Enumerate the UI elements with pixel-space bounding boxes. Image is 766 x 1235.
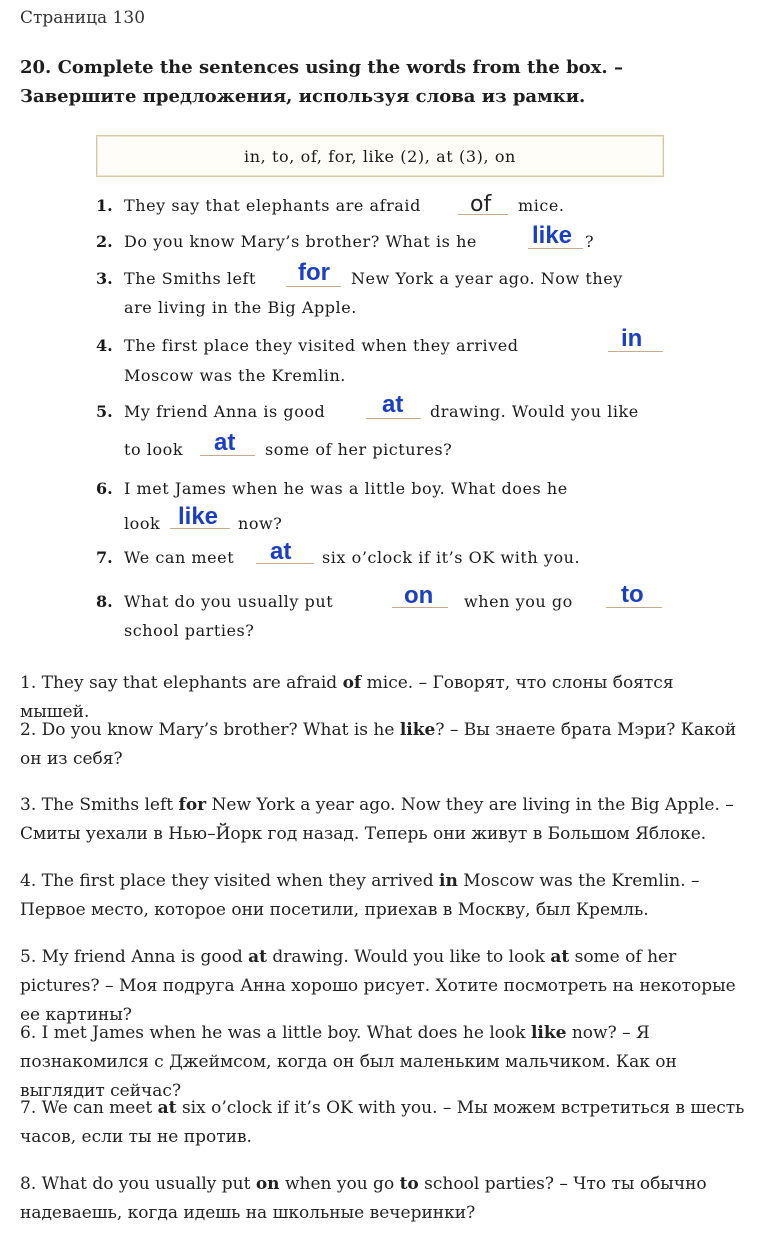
sentence-text: The first place they visited when they arrived	[124, 336, 519, 355]
sentence-text: now?	[238, 514, 283, 533]
answer-word: on	[404, 582, 434, 609]
answer-word: like	[178, 503, 219, 530]
sentence-number: 5.	[96, 402, 113, 421]
answer-bold: at	[157, 1098, 177, 1118]
sentence-text: are living in the Big Apple.	[124, 298, 357, 317]
sentence-text: some of her pictures?	[265, 440, 453, 459]
answer-bold: in	[439, 871, 458, 891]
exercise-heading: 20. Complete the sentences using the words from the box. – Завершите предложения, используя слова из рамки.	[20, 57, 623, 107]
sentence-text: ?	[585, 232, 595, 251]
translation-6: 6. I met James when he was a little boy. What does he look like now? – Я познакомился с Джеймсом, когда он был маленьким мальчиком. Как он выглядит сейчас?	[20, 1023, 677, 1101]
sentence-text: six o’clock if it’s OK with you.	[322, 548, 581, 567]
sentence-text: New York a year ago. Now they	[351, 269, 623, 288]
answer-bold: at	[550, 947, 570, 967]
answer-word: for	[298, 259, 330, 286]
sentence-text: school parties?	[124, 621, 255, 640]
word-box: in, to, of, for, like (2), at (3), on	[96, 135, 664, 177]
answer-bold: like	[530, 1023, 567, 1043]
sentence-number: 6.	[96, 479, 113, 498]
sentence-text: drawing. Would you like	[430, 402, 639, 421]
sentence-number: 3.	[96, 269, 113, 288]
translation-2: 2. Do you know Mary’s brother? What is he like? – Вы знаете брата Мэри? Какой он из себя?	[20, 720, 737, 769]
answer-word: of	[470, 192, 492, 217]
sentence-text: I met James when he was a little boy. What does he	[124, 479, 568, 498]
translation-1: 1. They say that elephants are afraid of mice. – Говорят, что слоны боятся мышей.	[20, 673, 674, 722]
answer-word: like	[532, 222, 573, 249]
answer-bold: to	[399, 1174, 419, 1194]
answer-bold: for	[178, 795, 207, 815]
answer-bold: on	[255, 1174, 280, 1194]
sentence-text: Do you know Mary’s brother? What is he	[124, 232, 477, 251]
sentence-text: mice.	[518, 196, 565, 215]
answer-word: at	[382, 391, 404, 418]
answer-word: to	[621, 581, 644, 608]
sentence-number: 2.	[96, 232, 113, 251]
answer-blank	[286, 286, 341, 287]
answer-bold: of	[342, 673, 362, 693]
sentence-text: The Smiths left	[124, 269, 256, 288]
sentence-number: 7.	[96, 548, 113, 567]
answer-bold: like	[399, 720, 436, 740]
translation-3: 3. The Smiths left for New York a year ago. Now they are living in the Big Apple. – Смиты уехали в Нью–Йорк год назад. Теперь они живут в Большом Яблоке.	[20, 795, 734, 844]
translation-8: 8. What do you usually put on when you go to school parties? – Что ты обычно надеваешь, когда идешь на школьные вечеринки?	[20, 1174, 707, 1223]
page-label: Страница 130	[20, 8, 146, 28]
sentence-number: 8.	[96, 592, 113, 611]
sentence-text: They say that elephants are afraid	[124, 196, 421, 215]
answer-word: in	[621, 325, 643, 352]
translation-5: 5. My friend Anna is good at drawing. Would you like to look at some of her pictures? – Моя подруга Анна хорошо рисует. Хотите посмотреть на некоторые ее картины?	[20, 947, 736, 1025]
answer-blank	[366, 418, 421, 419]
sentence-text: What do you usually put	[124, 592, 334, 611]
sentence-text: when you go	[464, 592, 573, 611]
sentence-text: My friend Anna is good	[124, 402, 326, 421]
answer-bold: at	[248, 947, 267, 967]
translation-7: 7. We can meet at six o’clock if it’s OK with you. – Мы можем встретиться в шесть часов, если ты не против.	[20, 1098, 745, 1147]
translation-4: 4. The first place they visited when they arrived in Moscow was the Kremlin. – Первое место, которое они посетили, приехав в Москву, был Кремль.	[20, 871, 700, 920]
sentence-number: 4.	[96, 336, 113, 355]
sentence-text: Moscow was the Kremlin.	[124, 366, 346, 385]
sentence-text: look	[124, 514, 161, 533]
sentence-text: We can meet	[124, 548, 235, 567]
sentence-number: 1.	[96, 196, 113, 215]
answer-word: at	[270, 538, 292, 565]
sentence-text: to look	[124, 440, 184, 459]
answer-word: at	[214, 429, 236, 456]
